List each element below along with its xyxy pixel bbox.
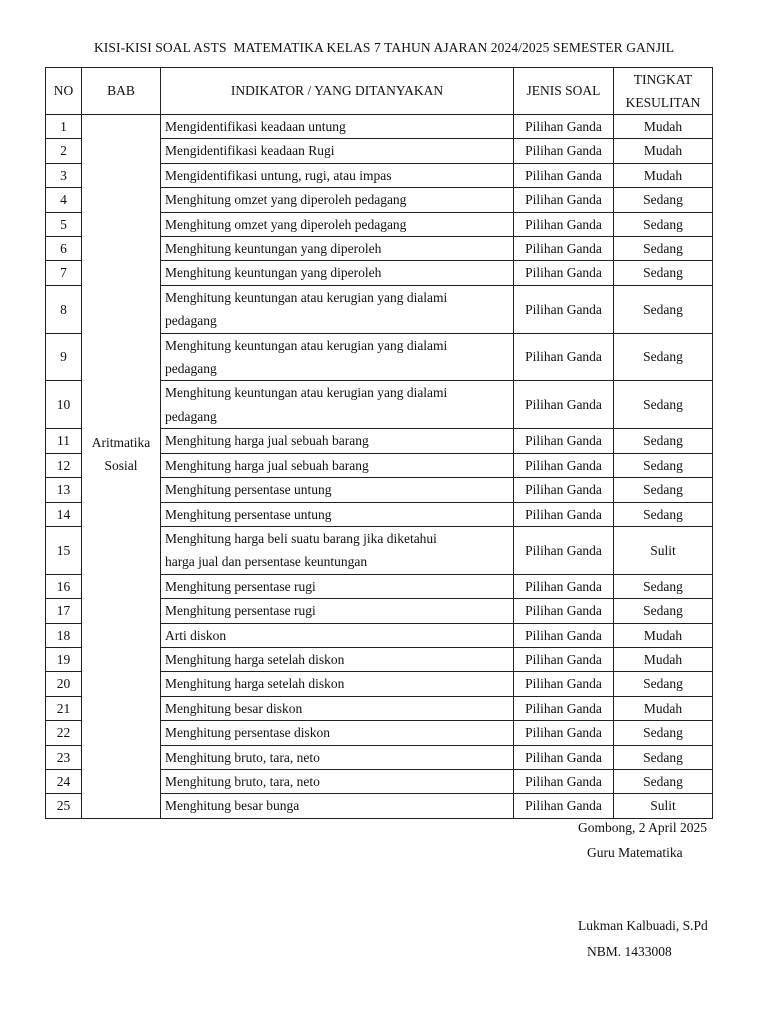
signature-nbm: NBM. 1433008 — [587, 944, 672, 959]
cell-indikator — [161, 745, 514, 769]
indikator-text: Menghitung keuntungan atau kerugian yang dialami — [165, 385, 448, 401]
table-row — [46, 115, 713, 139]
cell-tingkat-kesulitan: Mudah — [614, 139, 713, 163]
indikator-text: Menghitung bruto, tara, neto — [165, 749, 320, 765]
cell-indikator — [161, 261, 514, 285]
header-jenis-soal: JENIS SOAL — [514, 68, 614, 115]
cell-tingkat-kesulitan: Mudah — [614, 115, 713, 139]
cell-no: 16 — [46, 574, 82, 598]
cell-indikator — [161, 721, 514, 745]
cell-jenis-soal: Pilihan Ganda — [514, 647, 614, 671]
indikator-text: Menghitung omzet yang diperoleh pedagang — [165, 192, 407, 208]
cell-jenis-soal: Pilihan Ganda — [514, 429, 614, 453]
cell-no: 11 — [46, 429, 82, 453]
indikator-text: Menghitung persentase rugi — [165, 578, 316, 594]
indikator-text: Menghitung harga setelah diskon — [165, 651, 345, 667]
cell-no: 17 — [46, 599, 82, 623]
cell-indikator — [161, 574, 514, 598]
indikator-text: Menghitung harga jual sebuah barang — [165, 433, 369, 449]
indikator-text: Menghitung harga jual sebuah barang — [165, 457, 369, 473]
indikator-text: Menghitung keuntungan atau kerugian yang dialami — [165, 337, 448, 353]
indikator-text-line2: pedagang — [165, 313, 217, 329]
cell-indikator — [161, 647, 514, 671]
cell-tingkat-kesulitan: Sedang — [614, 745, 713, 769]
document-title: KISI-KISI SOAL ASTS MATEMATIKA KELAS 7 TAHUN AJARAN 2024/2025 SEMESTER GANJIL — [93, 40, 675, 55]
indikator-text: Menghitung harga beli suatu barang jika diketahui — [165, 530, 437, 546]
indikator-text: Menghitung besar bunga — [165, 798, 300, 814]
header-bab: BAB — [82, 68, 161, 115]
cell-tingkat-kesulitan: Sedang — [614, 502, 713, 526]
cell-tingkat-kesulitan: Sedang — [614, 237, 713, 261]
cell-jenis-soal: Pilihan Ganda — [514, 599, 614, 623]
cell-indikator — [161, 429, 514, 453]
cell-tingkat-kesulitan: Sedang — [614, 188, 713, 212]
cell-jenis-soal: Pilihan Ganda — [514, 745, 614, 769]
cell-jenis-soal: Pilihan Ganda — [514, 237, 614, 261]
indikator-text-line2: pedagang — [165, 408, 217, 424]
cell-tingkat-kesulitan: Mudah — [614, 647, 713, 671]
cell-tingkat-kesulitan: Mudah — [614, 696, 713, 720]
cell-indikator — [161, 502, 514, 526]
bab-line1: Aritmatika — [91, 434, 151, 450]
cell-tingkat-kesulitan: Sulit — [614, 794, 713, 818]
indikator-text: Menghitung persentase rugi — [165, 603, 316, 619]
cell-tingkat-kesulitan: Sedang — [614, 672, 713, 696]
cell-jenis-soal: Pilihan Ganda — [514, 188, 614, 212]
cell-jenis-soal: Pilihan Ganda — [514, 453, 614, 477]
cell-jenis-soal: Pilihan Ganda — [514, 381, 614, 429]
cell-indikator — [161, 696, 514, 720]
indikator-text-line2: harga jual dan persentase keuntungan — [165, 554, 368, 570]
indikator-text: Mengidentifikasi untung, rugi, atau impas — [165, 167, 392, 183]
cell-no: 9 — [46, 333, 82, 381]
indikator-text: Mengidentifikasi keadaan untung — [165, 119, 346, 134]
cell-jenis-soal: Pilihan Ganda — [514, 285, 614, 333]
cell-indikator — [161, 672, 514, 696]
cell-no: 21 — [46, 696, 82, 720]
indikator-text: Menghitung persentase untung — [165, 482, 332, 498]
cell-indikator — [161, 623, 514, 647]
cell-tingkat-kesulitan: Sedang — [614, 381, 713, 429]
table-header — [46, 68, 713, 115]
cell-jenis-soal: Pilihan Ganda — [514, 333, 614, 381]
cell-indikator — [161, 769, 514, 793]
cell-no: 6 — [46, 237, 82, 261]
cell-tingkat-kesulitan: Sedang — [614, 285, 713, 333]
cell-no: 10 — [46, 381, 82, 429]
cell-jenis-soal: Pilihan Ganda — [514, 526, 614, 574]
cell-indikator — [161, 526, 514, 574]
cell-no: 7 — [46, 261, 82, 285]
indikator-text: Menghitung keuntungan yang diperoleh — [165, 265, 382, 281]
cell-tingkat-kesulitan: Sedang — [614, 333, 713, 381]
cell-jenis-soal: Pilihan Ganda — [514, 139, 614, 163]
cell-no: 12 — [46, 453, 82, 477]
cell-no: 3 — [46, 163, 82, 187]
cell-jenis-soal: Pilihan Ganda — [514, 721, 614, 745]
cell-no: 15 — [46, 526, 82, 574]
table-body — [46, 115, 713, 819]
signature-role: Guru Matematika — [587, 845, 683, 860]
cell-indikator — [161, 381, 514, 429]
cell-tingkat-kesulitan: Sulit — [614, 526, 713, 574]
signature-place-date: Gombong, 2 April 2025 — [578, 820, 708, 835]
cell-tingkat-kesulitan: Sedang — [614, 769, 713, 793]
cell-indikator — [161, 188, 514, 212]
cell-tingkat-kesulitan: Sedang — [614, 212, 713, 236]
cell-jenis-soal: Pilihan Ganda — [514, 212, 614, 236]
cell-jenis-soal: Pilihan Ganda — [514, 115, 614, 139]
cell-no: 25 — [46, 794, 82, 818]
cell-tingkat-kesulitan: Mudah — [614, 163, 713, 187]
cell-no: 22 — [46, 721, 82, 745]
cell-no: 14 — [46, 502, 82, 526]
cell-jenis-soal: Pilihan Ganda — [514, 672, 614, 696]
header-no: NO — [46, 68, 82, 115]
header-tingkat-line2: KESULITAN — [625, 95, 701, 110]
indikator-text: Mengidentifikasi keadaan Rugi — [165, 143, 335, 159]
cell-no: 19 — [46, 647, 82, 671]
cell-jenis-soal: Pilihan Ganda — [514, 502, 614, 526]
cell-jenis-soal: Pilihan Ganda — [514, 261, 614, 285]
header-tingkat-kesulitan — [614, 68, 713, 115]
cell-indikator — [161, 237, 514, 261]
indikator-text: Menghitung besar diskon — [165, 700, 303, 716]
cell-jenis-soal: Pilihan Ganda — [514, 794, 614, 818]
cell-no: 8 — [46, 285, 82, 333]
cell-no: 23 — [46, 745, 82, 769]
bab-line2: Sosial — [104, 458, 138, 474]
cell-tingkat-kesulitan: Sedang — [614, 599, 713, 623]
indikator-text: Menghitung persentase diskon — [165, 725, 330, 741]
cell-jenis-soal: Pilihan Ganda — [514, 769, 614, 793]
cell-no: 24 — [46, 769, 82, 793]
cell-tingkat-kesulitan: Mudah — [614, 623, 713, 647]
indikator-text-line2: pedagang — [165, 361, 217, 377]
cell-no: 5 — [46, 212, 82, 236]
cell-no: 4 — [46, 188, 82, 212]
cell-jenis-soal: Pilihan Ganda — [514, 696, 614, 720]
indikator-text: Menghitung keuntungan atau kerugian yang dialami — [165, 289, 448, 305]
cell-indikator — [161, 115, 514, 139]
cell-indikator — [161, 285, 514, 333]
cell-indikator — [161, 794, 514, 818]
cell-tingkat-kesulitan: Sedang — [614, 478, 713, 502]
cell-jenis-soal: Pilihan Ganda — [514, 478, 614, 502]
cell-indikator — [161, 212, 514, 236]
cell-tingkat-kesulitan: Sedang — [614, 429, 713, 453]
indikator-text: Menghitung persentase untung — [165, 506, 332, 522]
cell-no: 1 — [46, 115, 82, 139]
cell-indikator — [161, 478, 514, 502]
cell-indikator — [161, 453, 514, 477]
cell-tingkat-kesulitan: Sedang — [614, 721, 713, 745]
indikator-text: Arti diskon — [165, 627, 227, 643]
cell-jenis-soal: Pilihan Ganda — [514, 574, 614, 598]
cell-tingkat-kesulitan: Sedang — [614, 453, 713, 477]
header-indikator: INDIKATOR / YANG DITANYAKAN — [161, 68, 514, 115]
signature-name: Lukman Kalbuadi, S.Pd — [578, 918, 708, 933]
cell-no: 20 — [46, 672, 82, 696]
kisi-kisi-table — [45, 67, 713, 819]
cell-bab — [82, 115, 161, 819]
header-row — [46, 68, 713, 115]
cell-no: 2 — [46, 139, 82, 163]
indikator-text: Menghitung bruto, tara, neto — [165, 773, 320, 789]
cell-indikator — [161, 139, 514, 163]
indikator-text: Menghitung omzet yang diperoleh pedagang — [165, 216, 407, 232]
cell-tingkat-kesulitan: Sedang — [614, 261, 713, 285]
cell-jenis-soal: Pilihan Ganda — [514, 163, 614, 187]
header-tingkat-line1: TINGKAT — [633, 72, 693, 87]
cell-tingkat-kesulitan: Sedang — [614, 574, 713, 598]
indikator-text: Menghitung harga setelah diskon — [165, 676, 345, 692]
cell-no: 18 — [46, 623, 82, 647]
indikator-text: Menghitung keuntungan yang diperoleh — [165, 241, 382, 257]
cell-no: 13 — [46, 478, 82, 502]
cell-jenis-soal: Pilihan Ganda — [514, 623, 614, 647]
cell-indikator — [161, 163, 514, 187]
cell-indikator — [161, 599, 514, 623]
cell-indikator — [161, 333, 514, 381]
